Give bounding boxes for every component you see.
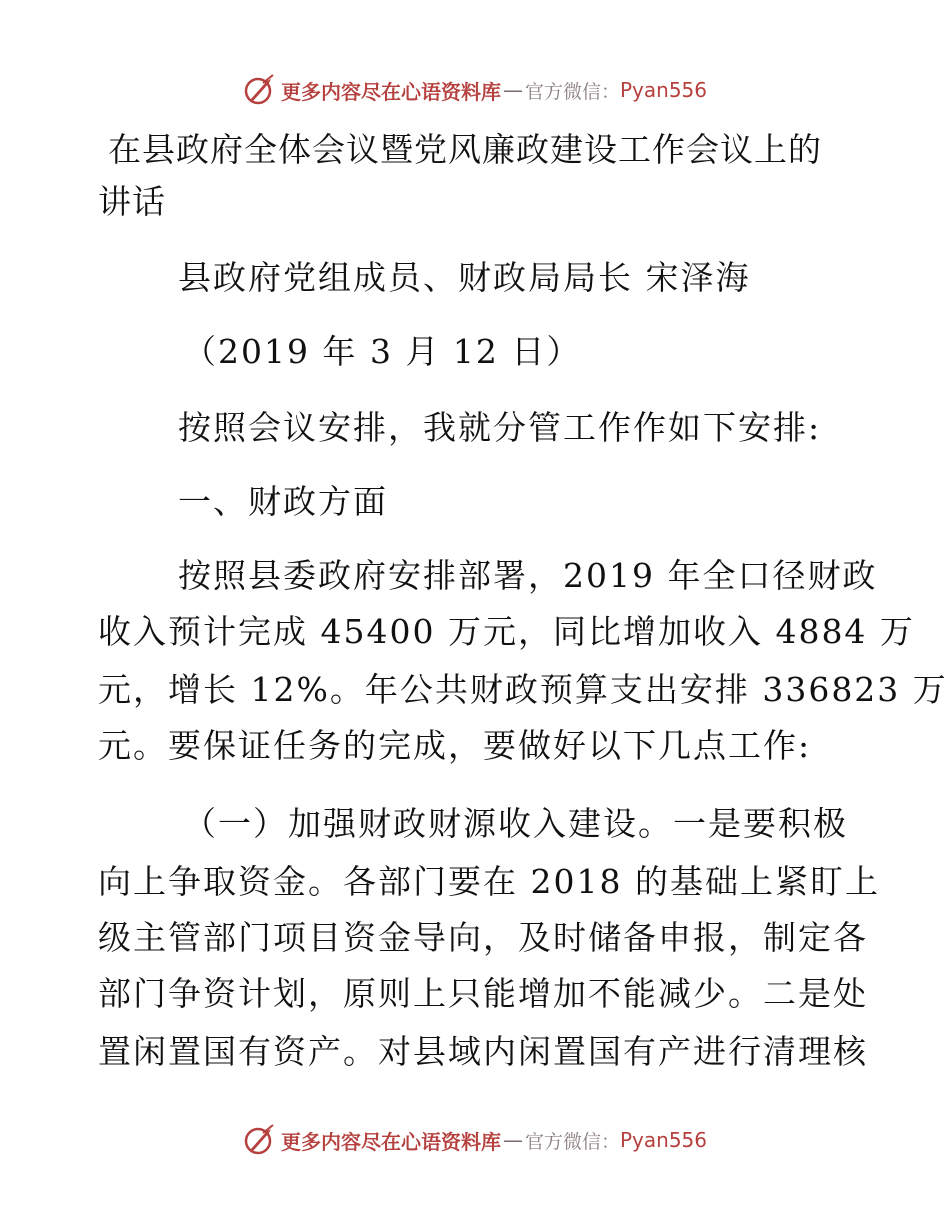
banner-wechat-id: Pyan556 <box>620 78 708 102</box>
paragraph-line: 元，增长 12%。年公共财政预算支出安排 336823 万 <box>98 670 948 709</box>
title-line-1: 在县政府全体会议暨党风廉政建设工作会议上的 <box>108 130 822 169</box>
paragraph-line: 按照县委政府安排部署，2019 年全口径财政 <box>178 556 878 595</box>
author-line: 县政府党组成员、财政局局长 宋泽海 <box>178 258 751 297</box>
banner-wechat-label: 官方微信： <box>524 80 620 103</box>
intro-paragraph: 按照会议安排，我就分管工作作如下安排: <box>178 408 822 447</box>
document-title <box>98 124 858 228</box>
banner-wechat-label: 官方微信： <box>524 1130 620 1153</box>
quill-pen-icon <box>243 73 277 107</box>
banner-text: 更多内容尽在心语资料库 <box>280 1129 501 1154</box>
title-line-2: 讲话 <box>98 182 166 221</box>
header-watermark-banner <box>0 70 950 110</box>
banner-wechat-id: Pyan556 <box>620 1128 708 1152</box>
paragraph-line: 元。要保证任务的完成，要做好以下几点工作: <box>98 726 812 765</box>
section-heading-finance: 一、财政方面 <box>178 482 388 521</box>
footer-watermark-banner <box>0 1120 950 1160</box>
paragraph-line: 级主管部门项目资金导向，及时储备申报，制定各 <box>98 918 868 957</box>
paragraph-line: （一）加强财政财源收入建设。一是要积极 <box>183 804 848 843</box>
paragraph-line: 收入预计完成 45400 万元，同比增加收入 4884 万 <box>98 612 915 651</box>
paragraph-line: 向上争取资金。各部门要在 2018 的基础上紧盯上 <box>98 862 880 901</box>
paragraph-line: 部门争资计划，原则上只能增加不能减少。二是处 <box>98 974 868 1013</box>
banner-text: 更多内容尽在心语资料库 <box>280 79 501 104</box>
banner-separator: — <box>502 78 523 102</box>
quill-pen-icon <box>243 1123 277 1157</box>
banner-separator: — <box>502 1128 523 1152</box>
paragraph-line: 置闲置国有资产。对县域内闲置国有产进行清理核 <box>98 1032 868 1071</box>
date-line: （2019 年 3 月 12 日） <box>183 332 582 371</box>
